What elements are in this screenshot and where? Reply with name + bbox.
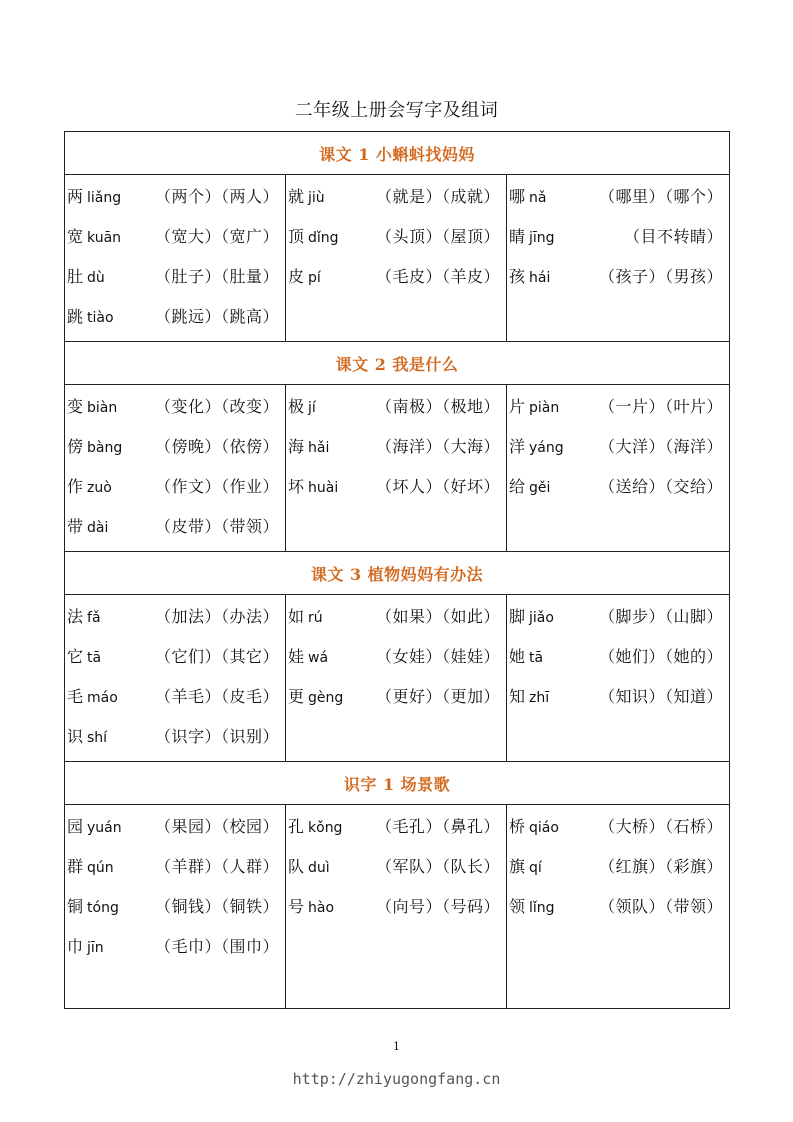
vocab-lead (288, 224, 339, 247)
vocab-words: （变化）（改变） (154, 396, 279, 416)
vocab-words: （哪里）（哪个） (599, 186, 724, 206)
vocab-pinyin: kǒng (308, 819, 343, 836)
vocab-pinyin: bàng (87, 439, 123, 456)
vocab-character: 两 (67, 186, 84, 206)
vocab-pinyin: tóng (87, 899, 119, 916)
vocab-pinyin: fǎ (87, 609, 101, 626)
vocab-character: 领 (509, 896, 526, 916)
vocab-pinyin: jí (308, 399, 316, 416)
vocab-pinyin: dài (87, 519, 109, 536)
section-header-row (65, 552, 730, 595)
vocab-pinyin: tā (87, 649, 102, 666)
vocab-entry (507, 425, 729, 465)
vocab-character: 铜 (67, 896, 84, 916)
vocab-cell (286, 805, 507, 1009)
section-body-row (65, 805, 730, 1009)
vocab-entry (286, 845, 506, 885)
vocab-entry (286, 675, 506, 715)
vocab-lead (509, 474, 550, 497)
page-title: 二年级上册会写字及组词 (294, 100, 499, 121)
vocab-entry (65, 635, 285, 675)
vocab-character: 园 (67, 816, 84, 836)
vocab-character: 号 (288, 896, 305, 916)
vocab-entry (65, 215, 285, 255)
vocab-entry (507, 255, 729, 295)
vocab-character: 它 (67, 646, 84, 666)
vocab-cell (286, 385, 507, 552)
section-header-row (65, 342, 730, 385)
vocab-entry (65, 295, 285, 335)
vocab-entry (507, 885, 729, 925)
vocab-entry (286, 215, 506, 255)
vocab-character: 娃 (288, 646, 305, 666)
vocab-pinyin: dǐng (308, 229, 339, 246)
vocab-lead (288, 644, 328, 667)
vocab-pinyin: kuān (87, 229, 122, 246)
vocab-lead (67, 184, 121, 207)
vocab-character: 她 (509, 646, 526, 666)
vocab-cell (65, 805, 286, 1009)
vocab-lead (288, 854, 330, 877)
vocab-lead (67, 434, 122, 457)
vocab-words: （如果）（如此） (375, 606, 500, 626)
vocab-pinyin: hái (529, 269, 551, 286)
vocab-lead (509, 264, 550, 287)
vocab-character: 群 (67, 856, 84, 876)
vocab-character: 桥 (509, 816, 526, 836)
vocab-words: （羊毛）（皮毛） (154, 686, 279, 706)
vocab-words: （坏人）（好坏） (375, 476, 500, 496)
vocab-pinyin: liǎng (87, 189, 122, 206)
vocab-pinyin: hǎi (308, 439, 330, 456)
vocab-entry (65, 675, 285, 715)
vocab-entry (286, 885, 506, 925)
vocab-character: 作 (67, 476, 84, 496)
vocab-lead (67, 304, 114, 327)
vocab-pinyin: zuò (87, 479, 112, 496)
vocab-character: 毛 (67, 686, 84, 706)
vocab-words: （向号）（号码） (375, 896, 500, 916)
vocab-lead (67, 814, 122, 837)
vocab-entry (65, 925, 285, 965)
vocab-words: （头顶）（屋顶） (375, 226, 500, 246)
section-heading: 课文 1 小蝌蚪找妈妈 (65, 132, 730, 175)
vocab-pinyin: piàn (529, 399, 560, 416)
section-body-row (65, 175, 730, 342)
vocab-words: （作文）（作业） (154, 476, 279, 496)
vocab-lead (509, 894, 555, 917)
vocab-character: 孔 (288, 816, 305, 836)
vocab-entry (65, 715, 285, 755)
vocab-words: （羊群）（人群） (154, 856, 279, 876)
vocab-entry (286, 255, 506, 295)
page-number: 1 (393, 1040, 400, 1053)
vocab-entry (65, 505, 285, 545)
vocab-lead (509, 684, 549, 707)
vocab-pinyin: jiǎo (529, 609, 554, 626)
vocab-words: （目不转睛） (624, 226, 724, 246)
vocab-entry (507, 595, 729, 635)
vocab-entry (65, 595, 285, 635)
vocab-pinyin: shí (87, 729, 108, 746)
vocab-lead (67, 934, 104, 957)
vocab-cell (65, 385, 286, 552)
vocab-lead (288, 604, 323, 627)
vocab-words: （果园）（校园） (154, 816, 279, 836)
vocab-lead (509, 434, 564, 457)
vocab-words: （领队）（带领） (599, 896, 724, 916)
vocab-character: 傍 (67, 436, 84, 456)
vocab-character: 法 (67, 606, 84, 626)
vocab-lead (67, 604, 101, 627)
vocab-lead (67, 724, 107, 747)
vocab-lead (67, 264, 105, 287)
vocab-entry (507, 465, 729, 505)
vocab-words: （军队）（队长） (375, 856, 500, 876)
vocab-lead (67, 684, 118, 707)
vocab-pinyin: huài (308, 479, 339, 496)
vocab-pinyin: zhī (529, 689, 550, 706)
vocab-words: （她们）（她的） (599, 646, 724, 666)
section-header-row (65, 132, 730, 175)
vocab-words: （红旗）（彩旗） (599, 856, 724, 876)
vocab-table (64, 131, 730, 1009)
vocab-cell (507, 595, 730, 762)
vocab-character: 洋 (509, 436, 526, 456)
vocab-character: 顶 (288, 226, 305, 246)
vocab-lead (288, 814, 342, 837)
vocab-lead (509, 854, 542, 877)
vocab-words: （皮带）（带领） (154, 516, 279, 536)
section-heading: 课文 3 植物妈妈有办法 (65, 552, 730, 595)
vocab-entry (65, 385, 285, 425)
vocab-lead (288, 684, 343, 707)
vocab-entry (65, 885, 285, 925)
vocab-entry (65, 845, 285, 885)
vocab-words: （就是）（成就） (375, 186, 500, 206)
vocab-pinyin: wá (308, 649, 329, 666)
vocab-cell (507, 805, 730, 1009)
vocab-pinyin: gèng (308, 689, 344, 706)
vocab-pinyin: qún (87, 859, 114, 876)
vocab-pinyin: rú (308, 609, 323, 626)
vocab-character: 更 (288, 686, 305, 706)
vocab-pinyin: yáng (529, 439, 564, 456)
vocab-lead (509, 394, 559, 417)
vocab-lead (288, 474, 338, 497)
vocab-words: （送给）（交给） (599, 476, 724, 496)
vocab-character: 脚 (509, 606, 526, 626)
vocab-character: 睛 (509, 226, 526, 246)
vocab-words: （它们）（其它） (154, 646, 279, 666)
vocab-pinyin: tiào (87, 309, 114, 326)
vocab-words: （宽大）（宽广） (154, 226, 279, 246)
vocab-entry (286, 175, 506, 215)
vocab-character: 带 (67, 516, 84, 536)
vocab-character: 知 (509, 686, 526, 706)
vocab-character: 如 (288, 606, 305, 626)
vocab-lead (509, 644, 543, 667)
vocab-words: （毛孔）（鼻孔） (375, 816, 500, 836)
vocab-entry (507, 845, 729, 885)
vocab-pinyin: duì (308, 859, 330, 876)
vocab-entry (65, 465, 285, 505)
vocab-character: 极 (288, 396, 305, 416)
vocab-pinyin: hào (308, 899, 335, 916)
vocab-lead (509, 814, 559, 837)
vocab-words: （跳远）（跳高） (154, 306, 279, 326)
vocab-lead (67, 474, 112, 497)
vocab-character: 孩 (509, 266, 526, 286)
vocab-pinyin: jīn (87, 939, 104, 956)
vocab-cell (65, 595, 286, 762)
vocab-cell (507, 175, 730, 342)
section-header-row (65, 762, 730, 805)
vocab-words: （南极）（极地） (375, 396, 500, 416)
vocab-words: （傍晚）（依傍） (154, 436, 279, 456)
vocab-entry (507, 175, 729, 215)
vocab-cell (65, 175, 286, 342)
vocab-lead (288, 894, 334, 917)
vocab-words: （海洋）（大海） (375, 436, 500, 456)
vocab-pinyin: tā (529, 649, 544, 666)
vocab-words: （铜钱）（铜铁） (154, 896, 279, 916)
vocab-character: 给 (509, 476, 526, 496)
vocab-words: （大桥）（石桥） (599, 816, 724, 836)
vocab-words: （女娃）（娃娃） (375, 646, 500, 666)
vocab-lead (509, 184, 546, 207)
vocab-lead (288, 394, 316, 417)
vocab-words: （孩子）（男孩） (599, 266, 724, 286)
vocab-pinyin: gěi (529, 479, 551, 496)
vocab-entry (286, 425, 506, 465)
vocab-character: 宽 (67, 226, 84, 246)
vocab-character: 识 (67, 726, 84, 746)
vocab-words: （毛巾）（围巾） (154, 936, 279, 956)
vocab-pinyin: qí (529, 859, 542, 876)
vocab-character: 坏 (288, 476, 305, 496)
vocab-lead (67, 644, 101, 667)
vocab-words: （知识）（知道） (599, 686, 724, 706)
vocab-pinyin: yuán (87, 819, 122, 836)
vocab-pinyin: jiù (308, 189, 325, 206)
vocab-cell (286, 595, 507, 762)
vocab-words: （一片）（叶片） (599, 396, 724, 416)
vocab-pinyin: jīng (529, 229, 555, 246)
vocab-character: 片 (509, 396, 526, 416)
vocab-entry (65, 175, 285, 215)
vocab-entry (507, 675, 729, 715)
vocab-lead (288, 184, 325, 207)
vocab-entry (286, 385, 506, 425)
vocab-words: （大洋）（海洋） (599, 436, 724, 456)
vocab-character: 肚 (67, 266, 84, 286)
vocab-pinyin: biàn (87, 399, 118, 416)
vocab-character: 队 (288, 856, 305, 876)
vocab-pinyin: lǐng (529, 899, 555, 916)
vocab-words: （更好）（更加） (375, 686, 500, 706)
vocab-character: 就 (288, 186, 305, 206)
vocab-cell (507, 385, 730, 552)
section-heading: 识字 1 场景歌 (65, 762, 730, 805)
vocab-character: 跳 (67, 306, 84, 326)
vocab-entry (507, 805, 729, 845)
vocab-pinyin: dù (87, 269, 105, 286)
vocab-lead (509, 224, 555, 247)
vocab-entry (286, 805, 506, 845)
vocab-entry (65, 255, 285, 295)
vocab-words: （加法）（办法） (154, 606, 279, 626)
vocab-lead (288, 434, 329, 457)
vocab-pinyin: nǎ (529, 189, 547, 206)
vocab-character: 旗 (509, 856, 526, 876)
vocab-pinyin: máo (87, 689, 118, 706)
vocab-lead (67, 394, 117, 417)
vocab-entry (507, 635, 729, 675)
section-heading: 课文 2 我是什么 (65, 342, 730, 385)
vocab-lead (288, 264, 321, 287)
section-body-row (65, 385, 730, 552)
vocab-entry (507, 215, 729, 255)
vocab-entry (65, 805, 285, 845)
vocab-character: 海 (288, 436, 305, 456)
vocab-pinyin: qiáo (529, 819, 559, 836)
section-body-row (65, 595, 730, 762)
vocab-cell (286, 175, 507, 342)
vocab-entry (507, 385, 729, 425)
vocab-lead (67, 514, 108, 537)
vocab-character: 皮 (288, 266, 305, 286)
vocab-words: （两个）（两人） (154, 186, 279, 206)
vocab-entry (286, 595, 506, 635)
vocab-words: （肚子）（肚量） (154, 266, 279, 286)
vocab-pinyin: pí (308, 269, 321, 286)
vocab-lead (67, 224, 121, 247)
vocab-lead (67, 894, 119, 917)
vocab-words: （识字）（识别） (154, 726, 279, 746)
vocab-character: 变 (67, 396, 84, 416)
vocab-words: （脚步）（山脚） (599, 606, 724, 626)
footer-url[interactable]: http://zhiyugongfang.cn (292, 1070, 501, 1088)
vocab-entry (286, 635, 506, 675)
vocab-entry (65, 425, 285, 465)
vocab-character: 巾 (67, 936, 84, 956)
vocab-entry (286, 465, 506, 505)
vocab-character: 哪 (509, 186, 526, 206)
vocab-words: （毛皮）（羊皮） (375, 266, 500, 286)
vocab-lead (509, 604, 554, 627)
vocab-lead (67, 854, 114, 877)
